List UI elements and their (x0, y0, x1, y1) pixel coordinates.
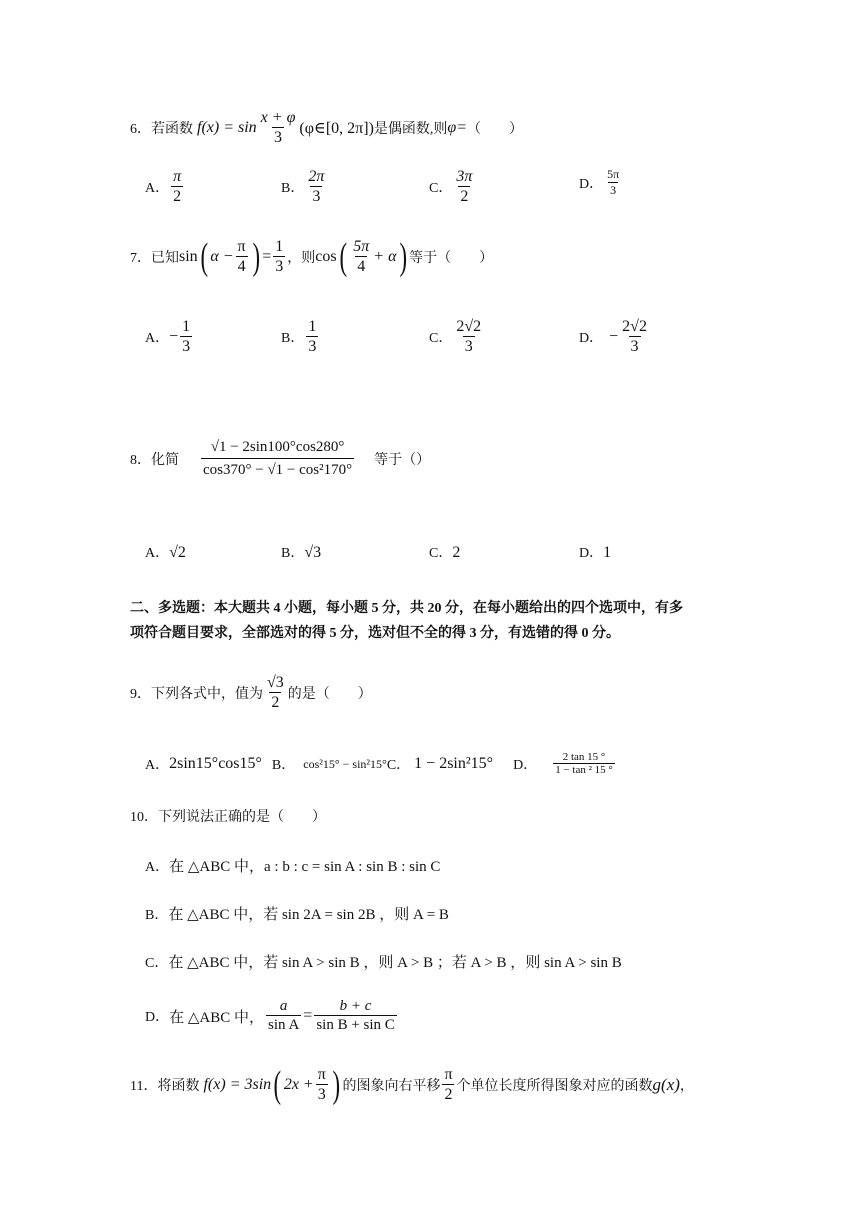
option-d-label: D． (513, 758, 538, 773)
option-label: A． (145, 181, 170, 197)
q6-fraction (259, 109, 298, 148)
frac-num: 5π (353, 237, 370, 255)
q9-stem-a: 下列各式中，值为 (151, 687, 263, 702)
frac-den: 3 (610, 182, 617, 197)
q6-stem-a: 若函数 (151, 122, 193, 137)
q7-frac-2 (273, 238, 285, 277)
q7-stem-a: 已知 (151, 251, 179, 266)
question-11 (130, 1058, 694, 1112)
option-value: 1 (603, 544, 612, 561)
q7-option-d[interactable] (579, 318, 651, 357)
frac-num: π (317, 1065, 326, 1083)
question-6 (130, 108, 523, 148)
frac-num: 3π (456, 168, 473, 185)
q7-cos: cos (315, 248, 337, 265)
q7-eq: = (262, 248, 272, 265)
q11-func: f(x) = 3sin (203, 1076, 272, 1093)
frac-num: b + c (339, 997, 372, 1014)
question-7 (130, 232, 493, 282)
q9-option-c[interactable]: 1 − 2sin²15° (414, 755, 494, 772)
option-label: D． (145, 1010, 170, 1025)
option-label: C． (429, 546, 453, 561)
q8-denominator: cos370° − √1 − cos²170° (201, 458, 354, 479)
option-fraction (454, 318, 483, 357)
frac-den: sin B + sin C (316, 1017, 395, 1034)
right-paren: ) (332, 1064, 340, 1106)
q8-option-a[interactable] (145, 542, 186, 562)
option-sign: − (169, 328, 179, 346)
option-value: 2 (452, 544, 461, 561)
frac-den: 3 (275, 258, 284, 276)
frac-den: 4 (237, 258, 246, 276)
frac-den: 1 − tan ² 15 ° (555, 764, 613, 777)
option-label: B． (281, 181, 305, 197)
frac-num: 2√2 (622, 318, 647, 335)
q7-stem-c: 等于（ ） (409, 251, 494, 266)
question-9 (130, 670, 372, 716)
q8-option-c[interactable] (429, 542, 460, 562)
option-label: B． (281, 331, 305, 347)
frac-den: 4 (357, 258, 366, 276)
q9-fraction (265, 674, 286, 713)
frac-den: 3 (630, 338, 639, 356)
option-label: A． (145, 331, 170, 347)
option-label: D． (579, 546, 604, 561)
option-c-label: C． (386, 758, 411, 773)
option-text: 在 △ABC 中，a : b : c = sin A : sin B : sin C (169, 859, 441, 875)
option-b-label: B． (271, 758, 296, 773)
option-fraction (306, 168, 326, 207)
q11-inner: 2x + (283, 1076, 314, 1093)
right-paren: ) (252, 236, 260, 278)
q10-option-c[interactable] (145, 951, 622, 972)
q6-option-c[interactable] (429, 168, 476, 207)
option-a-label: A． (145, 758, 170, 773)
q6-stem-b: 是偶函数,则 (373, 122, 448, 137)
frac-den: 3 (182, 338, 191, 356)
option-label: A． (145, 860, 170, 875)
q6-option-a[interactable] (145, 168, 185, 207)
frac-num: 2√2 (456, 318, 482, 335)
frac-den: sin A (268, 1017, 300, 1034)
q7-frac-1 (236, 238, 248, 277)
frac-den: 3 (308, 338, 317, 356)
frac-num: π (237, 237, 246, 255)
option-value: √3 (304, 544, 322, 561)
option-label: D． (579, 176, 604, 192)
q10-stem: 下列说法正确的是（ ） (158, 810, 326, 825)
q11-tail: ， (679, 1079, 694, 1094)
question-10 (130, 806, 326, 826)
q11-stem-c: 个单位长度所得图象对应的函数 (456, 1079, 653, 1094)
left-paren: ( (339, 236, 347, 278)
option-label: B． (281, 546, 305, 561)
option-label: D． (579, 331, 604, 347)
q11-frac-1 (316, 1066, 328, 1105)
option-fraction (171, 168, 183, 207)
q7-option-b[interactable] (281, 318, 320, 357)
q8-numerator: √1 − 2sin100°cos280° (210, 438, 345, 455)
option-label: A． (145, 546, 170, 561)
q10-option-b[interactable] (145, 903, 449, 924)
option-label: C． (429, 331, 453, 347)
q9-option-b[interactable]: cos²15° − sin²15° (303, 756, 387, 771)
option-fraction (454, 168, 474, 207)
q6-frac-num: x + φ (260, 108, 296, 126)
frac-num: π (444, 1065, 453, 1083)
option-fraction (620, 318, 649, 357)
option-text: 在 △ABC 中，若 sin A > sin B ，则 A > B ；若 A > B ，则 sin A > sin B (168, 955, 622, 971)
option-fraction (180, 318, 192, 357)
q9-options-row (145, 748, 617, 780)
q11-number: 11． (130, 1079, 158, 1094)
option-fraction (605, 168, 621, 197)
option-text: 在 △ABC 中，若 sin 2A = sin 2B ，则 A = B (168, 907, 449, 923)
frac-den: 2 (460, 188, 469, 206)
frac-num: 5π (607, 167, 620, 181)
frac-num: 1 (308, 318, 317, 335)
q9-stem-b: 的是（ ） (287, 687, 372, 702)
q11-stem-b: 的图象向右平移 (342, 1079, 441, 1094)
q9-option-a[interactable]: 2sin15°cos15° (169, 755, 262, 772)
frac-den: 3 (312, 188, 321, 206)
q6-phi: φ= (447, 119, 468, 136)
q8-number: 8． (130, 453, 151, 468)
q10d-frac-1 (266, 998, 301, 1034)
q8-option-b[interactable] (281, 542, 321, 562)
q7-stem-b: ，则 (287, 251, 316, 266)
frac-num: a (279, 997, 288, 1014)
option-pre: 在 △ABC 中， (169, 1009, 265, 1026)
q6-paren: （ ） (467, 122, 524, 137)
q6-option-b[interactable] (281, 168, 328, 207)
frac-num: 1 (182, 318, 191, 335)
q7-frac-3 (351, 238, 371, 277)
frac-num: 1 (275, 237, 284, 255)
left-paren: ( (273, 1064, 282, 1106)
frac-num: 2 tan 15 ° (562, 750, 606, 763)
q7-number: 7． (130, 251, 151, 266)
q7-option-a[interactable] (145, 318, 194, 357)
option-fraction (306, 318, 318, 357)
question-8 (130, 432, 430, 486)
q7-option-c[interactable] (429, 318, 485, 357)
left-paren: ( (200, 236, 208, 278)
q6-number: 6． (130, 122, 151, 137)
q11-stem-a: 将函数 (157, 1079, 200, 1094)
q10-number: 10． (130, 810, 158, 825)
q10-option-d[interactable] (145, 994, 399, 1038)
q7-inner-b: + α (373, 248, 397, 265)
frac-den: 2 (444, 1086, 453, 1104)
q8-option-d[interactable] (579, 542, 611, 562)
option-label: C． (145, 956, 169, 971)
q6-domain: (φ∈[0, 2π]) (299, 120, 374, 137)
q9-number: 9． (130, 687, 151, 702)
q10d-eq: = (303, 1007, 313, 1024)
q8-stem-b: 等于（） (374, 453, 431, 468)
q6-func: f(x) = sin (197, 119, 257, 136)
frac-den: 3 (464, 338, 473, 356)
q8-stem-a: 化简 (151, 453, 179, 468)
q7-inner-a: α − (210, 248, 234, 265)
option-value: √2 (169, 544, 186, 561)
frac-den: 2 (173, 188, 182, 206)
q11-g: g(x) (652, 1075, 680, 1094)
option-label: C． (429, 181, 453, 197)
section-2-line-1: 二、多选题：本大题共 4 小题，每小题 5 分，共 20 分，在每小题给出的四个选项中，有多 (130, 601, 683, 616)
option-label: B． (145, 908, 169, 923)
frac-num: π (173, 168, 182, 185)
frac-den: 3 (317, 1086, 326, 1104)
q6-frac-den: 3 (274, 129, 283, 147)
frac-den: 2 (271, 694, 280, 712)
section-2-line-2: 项符合题目要求，全部选对的得 5 分，选对但不全的得 3 分，有选错的得 0 分。 (130, 626, 620, 641)
q6-option-d[interactable] (579, 168, 623, 197)
q10-option-a[interactable] (145, 855, 440, 876)
right-paren: ) (399, 236, 407, 278)
q8-fraction (201, 439, 354, 479)
q7-sin: sin (179, 248, 198, 265)
frac-num: 2π (308, 168, 325, 185)
q9-option-d[interactable] (553, 751, 615, 778)
q11-frac-2 (442, 1066, 454, 1105)
option-sign: − (609, 328, 619, 346)
frac-num: √3 (267, 673, 284, 691)
q10d-frac-2 (314, 998, 396, 1034)
